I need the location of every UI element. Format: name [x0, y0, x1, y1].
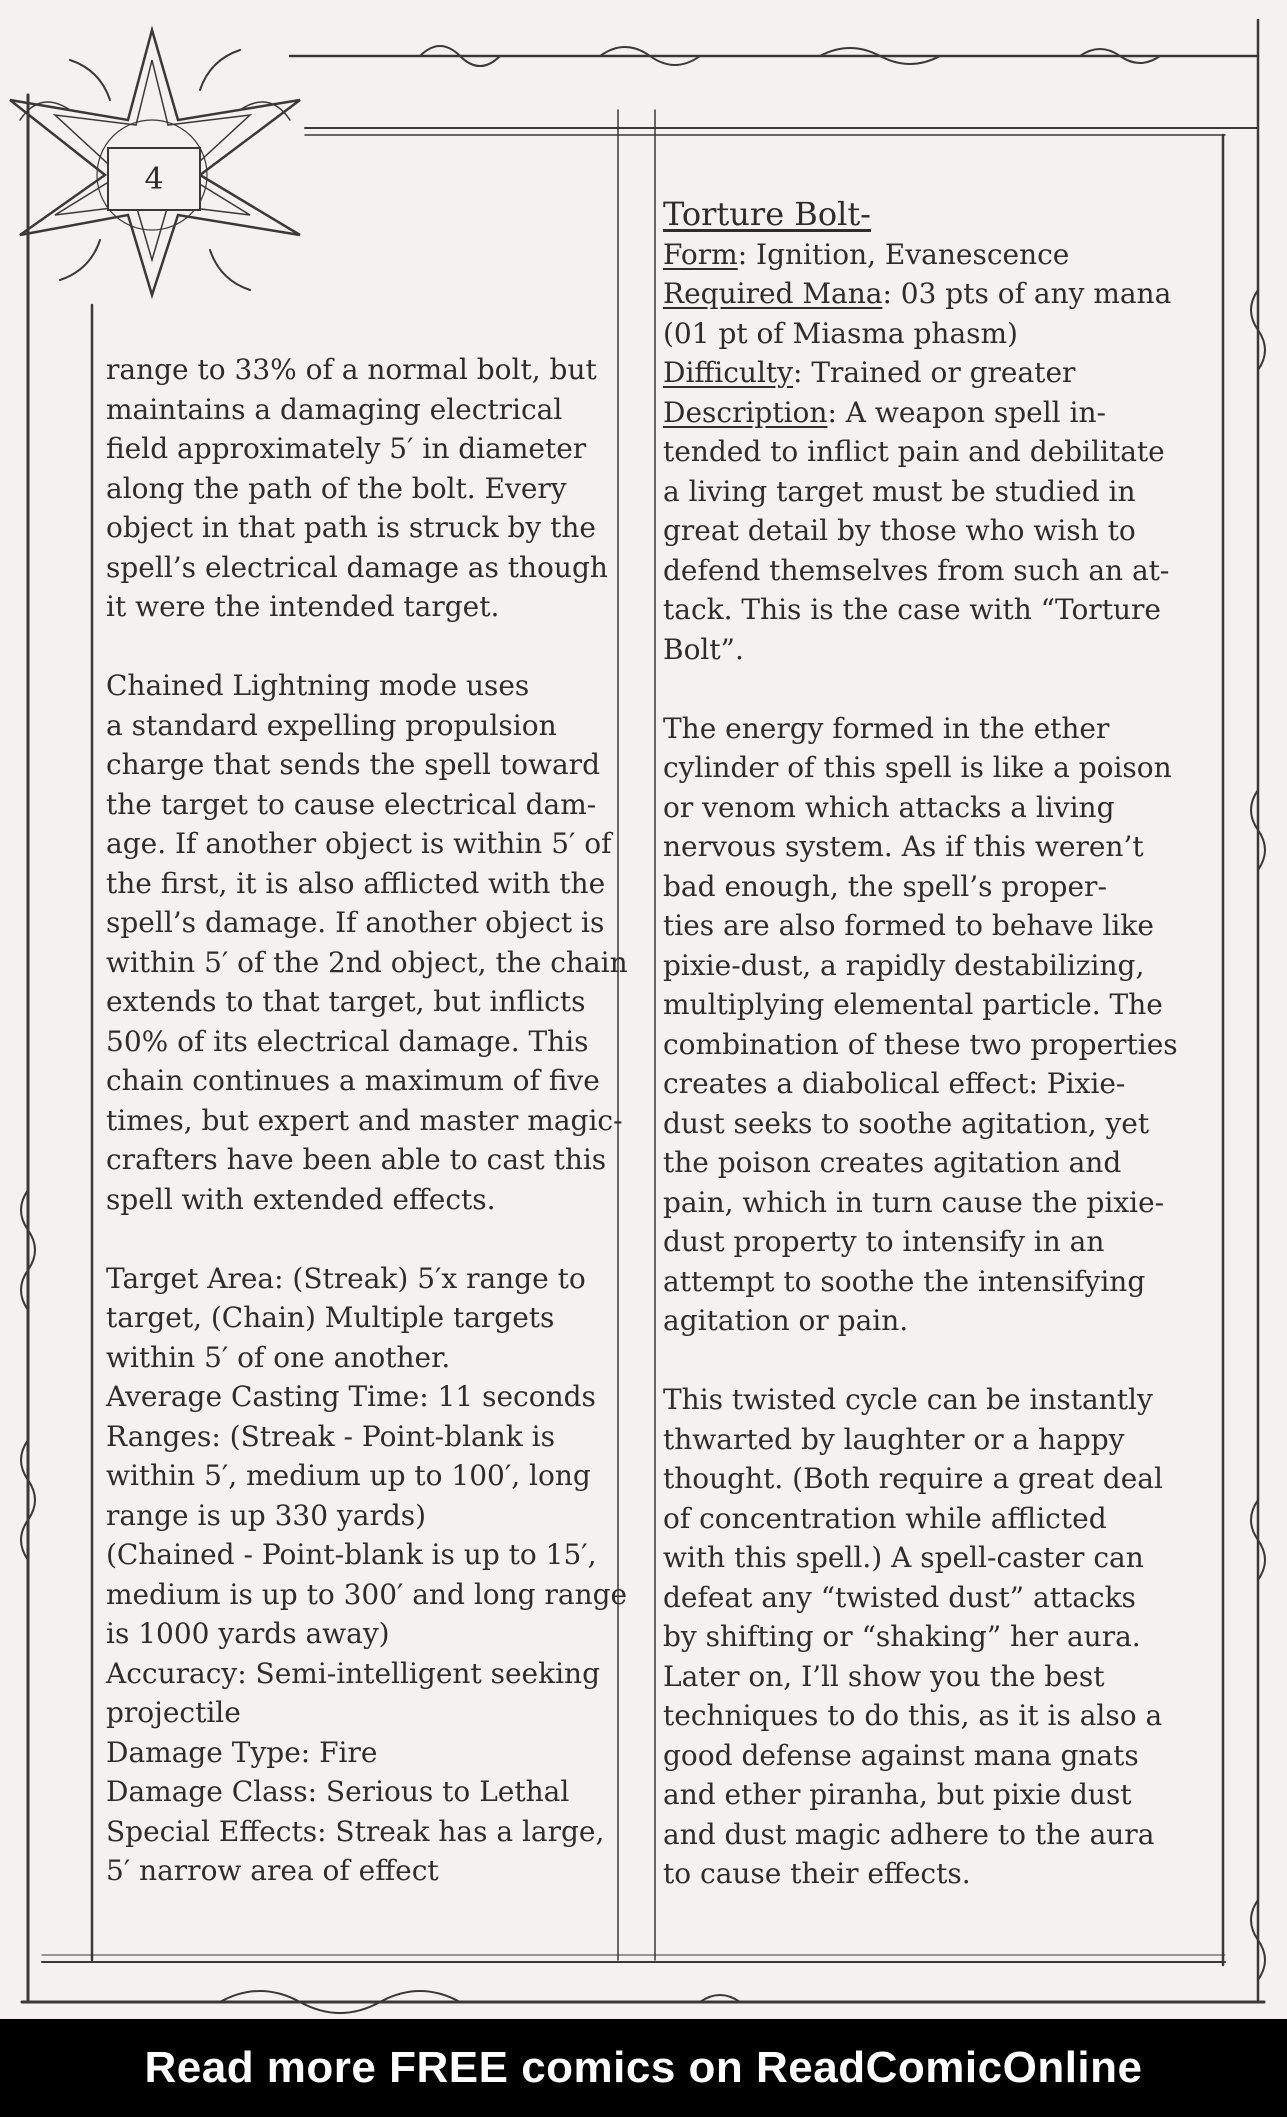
text-line: thwarted by laughter or a happy — [663, 1422, 1125, 1456]
text-line: Damage Class: Serious to Lethal — [106, 1775, 570, 1808]
text-line: by shifting or “shaking” her aura. — [663, 1620, 1141, 1653]
text-line: or venom which attacks a living — [663, 790, 1115, 824]
text-line: agitation or pain. — [663, 1304, 909, 1337]
form-label: Form — [663, 237, 738, 271]
text-line: medium is up to 300′ and long range — [106, 1577, 628, 1611]
text-line: spell’s electrical damage as though — [106, 550, 608, 584]
spell-title: Torture Bolt- — [663, 195, 871, 233]
text-line: Average Casting Time: 11 seconds — [106, 1380, 596, 1413]
text-line: a standard expelling propulsion — [106, 708, 557, 742]
text-line: range is up 330 yards) — [106, 1498, 427, 1532]
text-line: techniques to do this, as it is also a — [663, 1699, 1163, 1732]
text-line: to cause their effects. — [663, 1857, 971, 1890]
text-line: dust seeks to soothe agitation, yet — [663, 1106, 1150, 1140]
paragraph-gap — [663, 1341, 1178, 1381]
difficulty-label: Difficulty — [663, 356, 793, 389]
text-line: charge that sends the spell toward — [106, 748, 600, 781]
text-line: age. If another object is within 5′ of — [106, 827, 612, 860]
form-value: : Ignition, Evanescence — [737, 237, 1070, 271]
text-line: This twisted cycle can be instantly — [663, 1383, 1153, 1416]
text-line: maintains a damaging electrical — [106, 392, 563, 426]
text-line: spell with extended effects. — [106, 1182, 496, 1216]
difficulty-value: : Trained or greater — [793, 356, 1076, 389]
text-line: the target to cause electrical dam- — [106, 787, 597, 821]
text-line: thought. (Both require a great deal — [663, 1462, 1163, 1495]
text-line: combination of these two properties — [663, 1027, 1178, 1061]
text-line: Accuracy: Semi-intelligent seeking — [106, 1656, 600, 1690]
text-line: bad enough, the spell’s proper- — [663, 869, 1107, 903]
text-line: within 5′ of the 2nd object, the chain — [106, 945, 628, 979]
text-line: of concentration while afflicted — [663, 1501, 1107, 1535]
text-line: spell’s damage. If another object is — [106, 906, 605, 939]
text-line: pain, which in turn cause the pixie- — [663, 1185, 1165, 1219]
text-line: within 5′ of one another. — [106, 1340, 451, 1374]
text-line: Ranges: (Streak - Point-blank is — [106, 1419, 555, 1453]
text-line: (Chained - Point-blank is up to 15′, — [106, 1538, 597, 1571]
text-line: Target Area: (Streak) 5′x range to — [106, 1261, 586, 1295]
mana-line — [663, 274, 1178, 314]
text-line: the first, it is also afflicted with the — [106, 866, 606, 900]
text-line: ties are also formed to behave like — [663, 909, 1154, 942]
text-line: within 5′, medium up to 100′, long — [106, 1459, 591, 1492]
text-line: attempt to soothe the intensifying — [663, 1264, 1146, 1298]
text-line: extends to that target, but inflicts — [106, 985, 586, 1018]
text-line: chain continues a maximum of five — [106, 1064, 600, 1097]
text-line: Bolt”. — [663, 632, 744, 666]
description-label: Description — [663, 395, 828, 429]
text-line: a living target must be studied in — [663, 474, 1136, 508]
text-line: is 1000 yards away) — [106, 1617, 390, 1650]
text-line: The energy formed in the ether — [663, 711, 1110, 745]
text-line: dust property to intensify in an — [663, 1225, 1105, 1258]
description-line — [663, 393, 1178, 433]
text-line: multiplying elemental particle. The — [663, 988, 1163, 1021]
text-line: target, (Chain) Multiple targets — [106, 1301, 555, 1334]
paragraph-gap — [106, 627, 628, 667]
difficulty-line — [663, 353, 1178, 393]
text-line: field approximately 5′ in diameter — [106, 432, 587, 465]
text-line: it were the intended target. — [106, 590, 500, 623]
promo-banner-text: Read more FREE comics on ReadComicOnline — [144, 2043, 1143, 2092]
text-line: great detail by those who wish to — [663, 514, 1136, 547]
mana-label: Required Mana — [663, 277, 883, 310]
text-line: times, but expert and master magic- — [106, 1103, 623, 1137]
text-line: tended to inflict pain and debilitate — [663, 435, 1165, 468]
text-line: Chained Lightning mode uses — [106, 669, 530, 702]
text-line: nervous system. As if this weren’t — [663, 830, 1144, 863]
promo-banner[interactable] — [0, 2019, 1287, 2117]
text-line: 5′ narrow area of effect — [106, 1854, 439, 1887]
text-line: Damage Type: Fire — [106, 1735, 378, 1769]
text-line: tack. This is the case with “Torture — [663, 593, 1161, 626]
mana-value: : 03 pts of any mana — [882, 277, 1172, 310]
text-line: the poison creates agitation and — [663, 1146, 1122, 1179]
text-line: defeat any “twisted dust” attacks — [663, 1580, 1136, 1614]
text-line: object in that path is struck by the — [106, 511, 596, 544]
page-number: 4 — [107, 147, 201, 211]
text-line: along the path of the bolt. Every — [106, 471, 567, 505]
text-line: creates a diabolical effect: Pixie- — [663, 1067, 1126, 1100]
right-column-body — [663, 432, 1178, 1894]
text-line: cylinder of this spell is like a poison — [663, 751, 1172, 784]
text-line: Later on, I’ll show you the best — [663, 1659, 1105, 1693]
text-line: crafters have been able to cast this — [106, 1143, 607, 1176]
left-column — [106, 350, 628, 1891]
text-line: good defense against mana gnats — [663, 1738, 1139, 1772]
paragraph-gap — [663, 669, 1178, 709]
text-line: and ether piranha, but pixie dust — [663, 1778, 1132, 1811]
text-line: and dust magic adhere to the aura — [663, 1817, 1155, 1851]
text-line: range to 33% of a normal bolt, but — [106, 353, 597, 386]
text-line: with this spell.) A spell-caster can — [663, 1541, 1144, 1574]
text-line: 50% of its electrical damage. This — [106, 1024, 589, 1058]
text-line: defend themselves from such an at- — [663, 553, 1170, 587]
mana-line-2: (01 pt of Miasma phasm) — [663, 316, 1018, 350]
description-value: : A weapon spell in- — [827, 395, 1106, 429]
form-line — [663, 235, 1178, 275]
text-line: Special Effects: Streak has a large, — [106, 1814, 605, 1848]
text-line: pixie-dust, a rapidly destabilizing, — [663, 948, 1145, 982]
text-line: projectile — [106, 1696, 241, 1729]
right-column — [663, 195, 1178, 1894]
paragraph-gap — [106, 1219, 628, 1259]
